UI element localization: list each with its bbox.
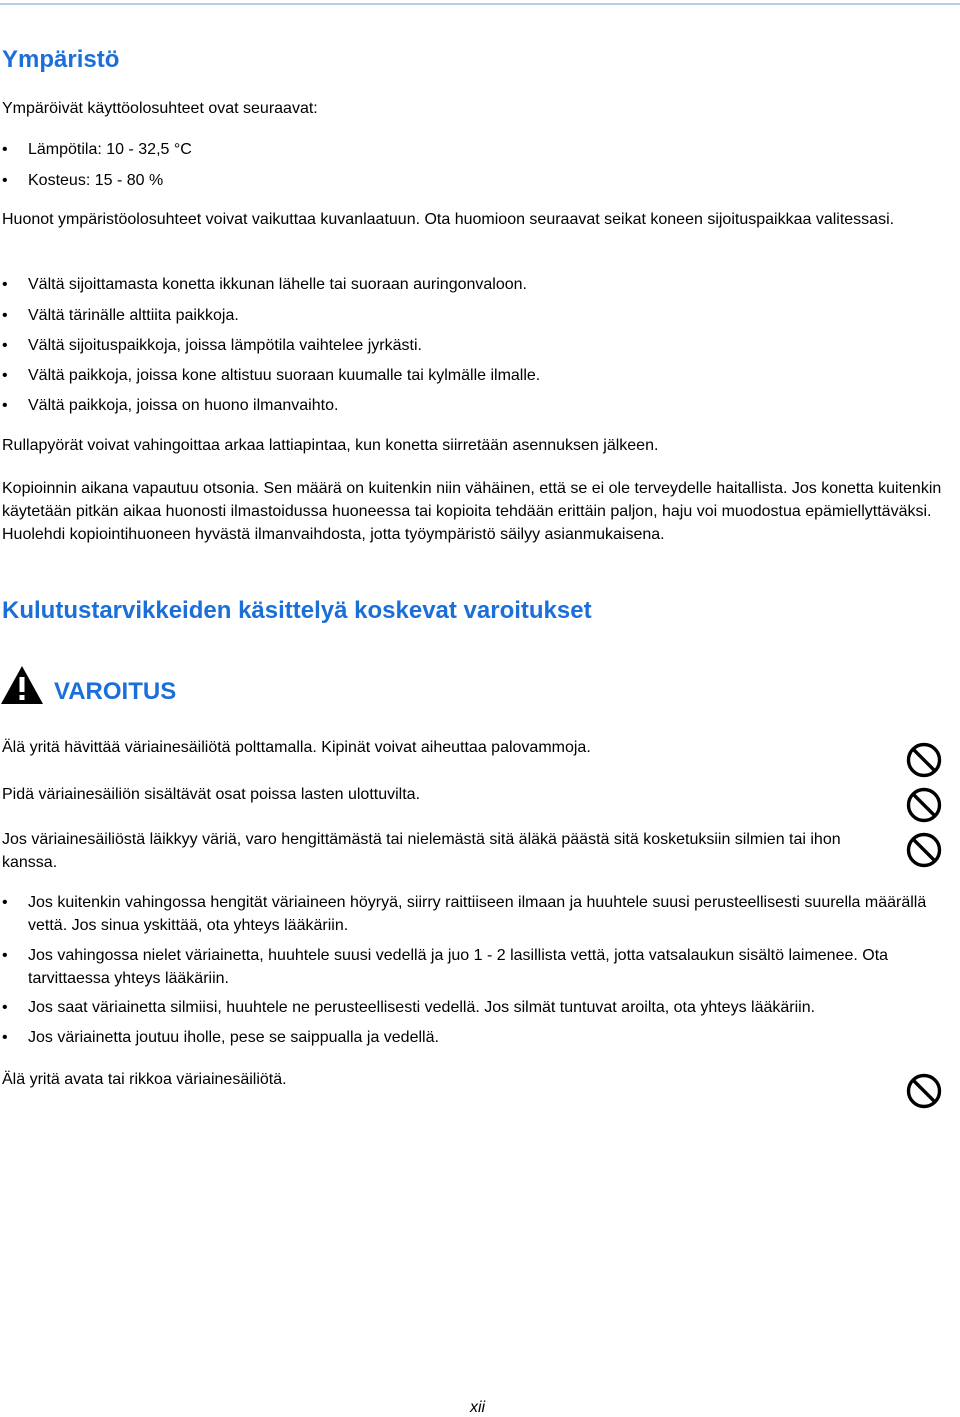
list-item: • Vältä paikkoja, joissa on huono ilmanvaihto.	[2, 394, 952, 417]
warning-text: Jos väriainesäiliöstä läikkyy väriä, varo hengittämästä tai nielemästä sitä äläkä päästä sitä kosketuksiin silmien tai ihon kanssa.	[2, 831, 841, 871]
note-text: Huonot ympäristöolosuhteet voivat vaikuttaa kuvanlaatuun. Ota huomioon seuraavat seikat koneen sijoituspaikkaa valitessasi.	[2, 211, 895, 228]
bullet: •	[2, 307, 8, 324]
prohibition-icon	[906, 832, 942, 868]
bullet: •	[2, 999, 8, 1016]
casters-paragraph: Rullapyörät voivat vahingoittaa arkaa lattiapintaa, kun konetta siirretään asennuksen jälkeen.	[2, 437, 659, 454]
list-item: • Vältä sijoituspaikkoja, joissa lämpötila vaihtelee jyrkästi.	[2, 334, 952, 357]
list-item: • Vältä paikkoja, joissa kone altistuu suoraan kuumalle tai kylmälle ilmalle.	[2, 364, 952, 387]
list-item: • Kosteus: 15 - 80 %	[2, 169, 952, 192]
bullet: •	[2, 894, 8, 911]
list-item: • Jos kuitenkin vahingossa hengität väriaineen höyryä, siirry raittiiseen ilmaan ja huuhtele suusi perusteellisesti suurella määrällä vettä. Jos sinua yskittää, ota yhteys lääkäriin.	[2, 891, 952, 937]
list-item: • Jos vahingossa nielet väriainetta, huuhtele suusi vedellä ja juo 1 - 2 lasillista vettä, jotta vatsalaukun sisältö laimenee. Ota tarvittaessa yhteys lääkäriin.	[2, 944, 952, 990]
warning-triangle-icon	[0, 665, 44, 705]
list-item: • Jos saat väriainetta silmiisi, huuhtele ne perusteellisesti vedellä. Jos silmät tuntuvat aroilta, ota yhteys lääkäriin.	[2, 996, 952, 1019]
warning-label: VAROITUS	[54, 678, 177, 705]
warning-text: Pidä väriainesäiliön sisältävät osat poissa lasten ulottuvilta.	[2, 786, 421, 803]
section-title-supplies: Kulutustarvikkeiden käsittelyä koskevat varoitukset	[2, 597, 592, 624]
final-warning-text: Älä yritä avata tai rikkoa väriainesäiliötä.	[2, 1071, 287, 1088]
bullet: •	[2, 367, 8, 384]
intro-text: Ympäröivät käyttöolosuhteet ovat seuraavat:	[2, 100, 318, 117]
list-item: • Vältä sijoittamasta konetta ikkunan lähelle tai suoraan auringonvaloon.	[2, 273, 952, 296]
prohibition-icon	[906, 787, 942, 823]
bullet: •	[2, 172, 8, 189]
prohibition-icon	[906, 1073, 942, 1109]
bullet: •	[2, 276, 8, 293]
header-rule	[0, 3, 960, 5]
bullet: •	[2, 337, 8, 354]
page-number: xii	[470, 1399, 486, 1416]
ozone-paragraph: Kopioinnin aikana vapautuu otsonia. Sen määrä on kuitenkin niin vähäinen, että se ei ole terveydelle haitallista. Jos konetta kuitenkin käytetään pitkän aikaa huonosti ilmastoidussa huoneessa tai kopioita tehdään erittäin paljon, haju voi muodostua epämiellyttäväksi. Huolehdi kopiointihuoneen hyvästä ilmanvaihdosta, jotta työympäristö säilyy asianmukaisena.	[2, 480, 942, 543]
warning-text: Älä yritä hävittää väriainesäiliötä polttamalla. Kipinät voivat aiheuttaa palovammoja.	[2, 739, 591, 756]
bullet: •	[2, 947, 8, 964]
bullet: •	[2, 397, 8, 414]
list-item: • Lämpötila: 10 - 32,5 °C	[2, 138, 952, 161]
section-title-environment: Ympäristö	[2, 46, 120, 73]
bullet: •	[2, 141, 8, 158]
list-item: • Vältä tärinälle alttiita paikkoja.	[2, 304, 952, 327]
bullet: •	[2, 1029, 8, 1046]
list-item: • Jos väriainetta joutuu iholle, pese se saippualla ja vedellä.	[2, 1026, 952, 1049]
prohibition-icon	[906, 742, 942, 778]
